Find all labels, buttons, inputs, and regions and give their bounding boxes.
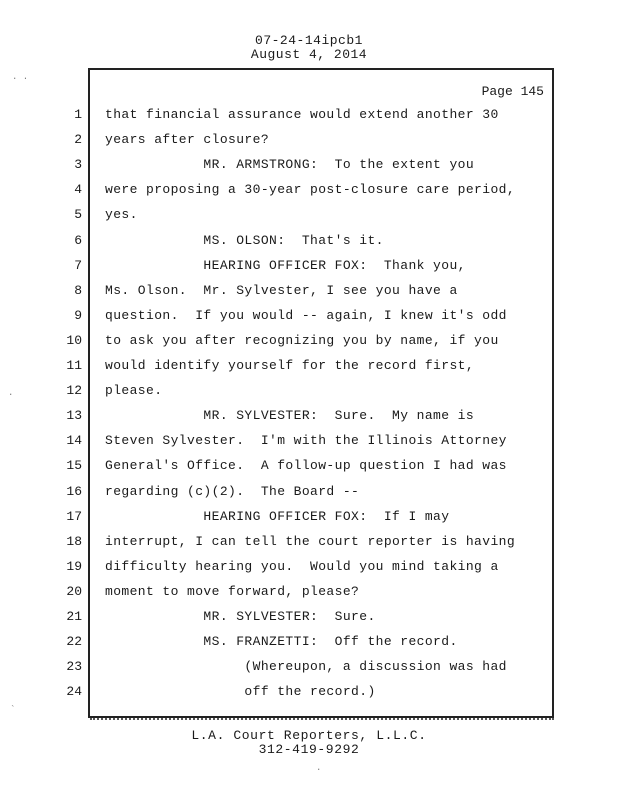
line-number: 23 bbox=[66, 659, 82, 675]
line-number: 6 bbox=[74, 232, 82, 248]
line-text: difficulty hearing you. Would you mind taking a bbox=[105, 558, 499, 574]
line-number: 2 bbox=[74, 132, 82, 148]
line-number: 4 bbox=[74, 182, 82, 198]
line-text: MR. ARMSTRONG: To the extent you bbox=[105, 157, 475, 173]
line-number: 9 bbox=[74, 307, 82, 323]
transcript-line bbox=[0, 684, 618, 704]
transcript-line bbox=[0, 333, 618, 353]
line-text: MS. FRANZETTI: Off the record. bbox=[105, 634, 458, 650]
transcript-line bbox=[0, 233, 618, 253]
line-number: 16 bbox=[66, 483, 82, 499]
line-number: 8 bbox=[74, 282, 82, 298]
line-number: 5 bbox=[74, 207, 82, 223]
line-number: 24 bbox=[66, 684, 82, 700]
line-text: HEARING OFFICER FOX: If I may bbox=[105, 508, 450, 524]
scan-speck: ` bbox=[10, 705, 16, 715]
line-number: 22 bbox=[66, 634, 82, 650]
line-text: regarding (c)(2). The Board -- bbox=[105, 483, 360, 499]
transcript-line bbox=[0, 484, 618, 504]
transcript-line bbox=[0, 458, 618, 478]
transcript-line bbox=[0, 659, 618, 679]
line-number: 20 bbox=[66, 583, 82, 599]
transcript-line bbox=[0, 609, 618, 629]
reporter-company: L.A. Court Reporters, L.L.C. bbox=[191, 728, 427, 743]
transcript-filename: 07-24-14ipcb1 bbox=[255, 33, 363, 48]
bottom-dotted-rule bbox=[90, 718, 554, 720]
line-text: General's Office. A follow-up question I had was bbox=[105, 458, 507, 474]
reporter-phone: 312-419-9292 bbox=[258, 742, 360, 757]
line-number: 11 bbox=[66, 358, 82, 373]
scan-speck: · · bbox=[12, 74, 29, 84]
transcript-line bbox=[0, 132, 618, 152]
line-text: years after closure? bbox=[105, 132, 270, 148]
line-text: Ms. Olson. Mr. Sylvester, I see you have a bbox=[105, 282, 458, 298]
transcript-line bbox=[0, 107, 618, 127]
line-text: MR. SYLVESTER: Sure. My name is bbox=[105, 408, 475, 424]
line-text: off the record.) bbox=[105, 684, 376, 700]
line-text: question. If you would -- again, I knew it's odd bbox=[105, 307, 507, 323]
line-text: MR. SYLVESTER: Sure. bbox=[105, 609, 376, 624]
line-number: 14 bbox=[66, 433, 82, 449]
line-text: please. bbox=[105, 383, 163, 399]
line-number: 3 bbox=[74, 157, 82, 173]
transcript-date: August 4, 2014 bbox=[250, 47, 368, 62]
line-number: 12 bbox=[66, 383, 82, 399]
transcript-line bbox=[0, 408, 618, 428]
transcript-line bbox=[0, 634, 618, 654]
line-number: 13 bbox=[66, 408, 82, 424]
line-number: 15 bbox=[66, 458, 82, 474]
transcript-line bbox=[0, 534, 618, 554]
line-number: 7 bbox=[74, 257, 82, 273]
transcript-line bbox=[0, 207, 618, 227]
transcript-line bbox=[0, 157, 618, 177]
line-number: 10 bbox=[66, 332, 82, 348]
line-text: moment to move forward, please? bbox=[105, 583, 360, 599]
line-number: 17 bbox=[66, 508, 82, 524]
transcript-line bbox=[0, 358, 618, 378]
scan-speck: · bbox=[8, 390, 14, 400]
transcript-line bbox=[0, 283, 618, 303]
transcript-line bbox=[0, 509, 618, 529]
scan-speck: · bbox=[316, 765, 322, 775]
line-text: MS. OLSON: That's it. bbox=[105, 232, 384, 248]
line-text: interrupt, I can tell the court reporter is having bbox=[105, 533, 516, 549]
transcript-line bbox=[0, 559, 618, 579]
line-text: to ask you after recognizing you by name, if you bbox=[105, 332, 499, 348]
transcript-line bbox=[0, 308, 618, 328]
transcript-line bbox=[0, 383, 618, 403]
page-number-label: Page 145 bbox=[481, 84, 544, 99]
line-text: HEARING OFFICER FOX: Thank you, bbox=[105, 257, 466, 273]
line-number: 1 bbox=[74, 107, 82, 122]
line-text: Steven Sylvester. I'm with the Illinois Attorney bbox=[105, 433, 507, 449]
line-text: were proposing a 30-year post-closure care period, bbox=[105, 182, 516, 198]
line-text: would identify yourself for the record first, bbox=[105, 358, 475, 373]
line-text: (Whereupon, a discussion was had bbox=[105, 659, 507, 675]
line-number: 18 bbox=[66, 533, 82, 549]
line-text: that financial assurance would extend another 30 bbox=[105, 107, 499, 122]
line-number: 19 bbox=[66, 558, 82, 574]
transcript-line bbox=[0, 433, 618, 453]
transcript-line bbox=[0, 182, 618, 202]
transcript-line bbox=[0, 584, 618, 604]
line-text: yes. bbox=[105, 207, 138, 223]
transcript-line bbox=[0, 258, 618, 278]
line-number: 21 bbox=[66, 609, 82, 624]
